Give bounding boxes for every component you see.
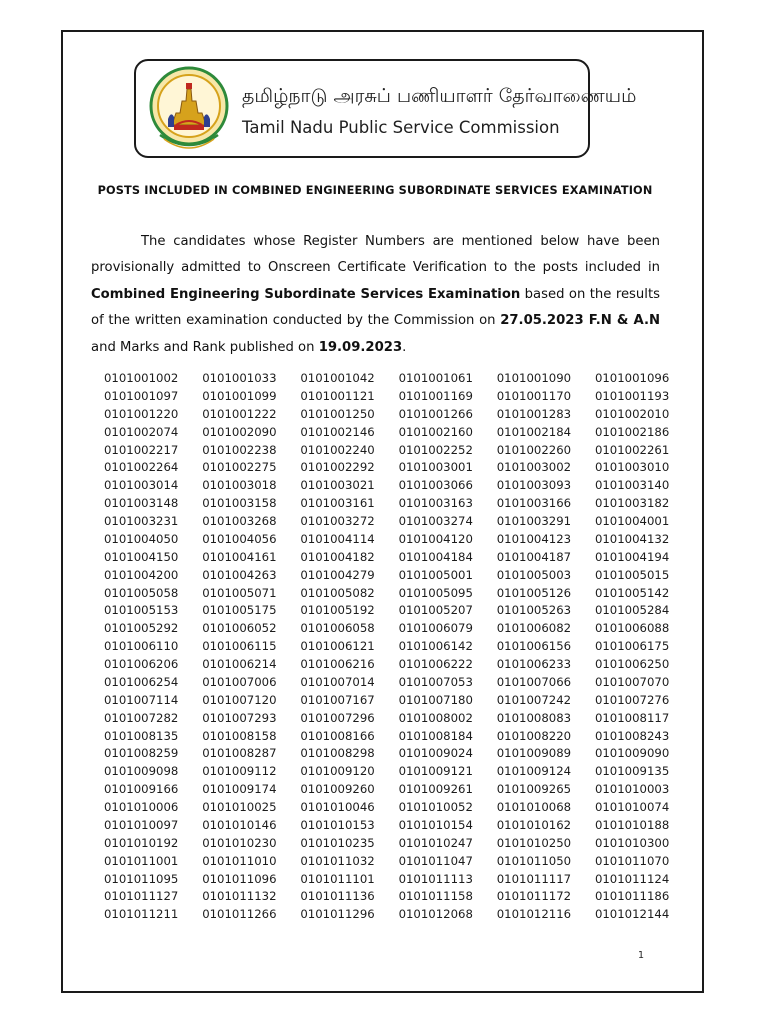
register-number: 0101005175 <box>202 603 277 618</box>
register-number: 0101008117 <box>594 710 670 725</box>
register-number: 0101004182 <box>300 549 375 564</box>
register-number: 0101006088 <box>594 621 670 636</box>
register-number: 0101005095 <box>398 585 473 600</box>
register-number: 0101006121 <box>300 639 375 654</box>
register-number: 0101010154 <box>398 817 473 832</box>
register-number: 0101006079 <box>398 621 473 636</box>
register-number: 0101011010 <box>202 853 277 868</box>
register-number: 0101003291 <box>496 514 572 528</box>
register-number: 0101011032 <box>300 853 375 868</box>
register-number: 0101007276 <box>594 692 670 707</box>
register-number: 0101011132 <box>202 889 277 904</box>
register-number: 0101007053 <box>398 674 473 689</box>
register-number: 0101011095 <box>104 871 179 886</box>
register-number: 0101001170 <box>496 388 572 403</box>
register-number: 0101005126 <box>496 585 572 600</box>
register-number: 0101007014 <box>300 674 375 689</box>
register-number: 0101003066 <box>398 478 473 493</box>
register-number: 0101011050 <box>496 853 572 868</box>
register-number: 0101009265 <box>496 782 572 797</box>
register-number: 0101005071 <box>202 585 277 600</box>
register-number: 0101006175 <box>594 639 670 654</box>
register-number: 0101002260 <box>496 442 572 457</box>
register-number: 0101003002 <box>496 460 572 475</box>
register-number: 0101007114 <box>104 692 179 707</box>
register-number: 0101003093 <box>496 478 572 493</box>
register-number: 0101002184 <box>496 424 572 439</box>
register-number: 0101010153 <box>300 817 375 832</box>
register-number: 0101008287 <box>202 746 277 761</box>
intro-text-1: The candidates whose Register Numbers are mentioned below have been provisionally admitted to Onscreen Certificate Verification to the posts included in <box>91 234 660 276</box>
register-number: 0101005142 <box>594 585 670 600</box>
register-number: 0101004123 <box>496 531 572 546</box>
register-number: 0101008184 <box>398 728 473 743</box>
register-number: 0101002261 <box>594 442 670 457</box>
register-number: 0101005015 <box>594 567 670 582</box>
register-number: 0101010188 <box>594 817 670 832</box>
register-number: 0101002217 <box>104 442 179 457</box>
register-number: 0101004001 <box>594 514 670 528</box>
register-number: 0101003274 <box>398 514 473 528</box>
page-number: 1 <box>638 950 645 961</box>
register-number: 0101008158 <box>202 728 277 743</box>
register-number: 0101008002 <box>398 710 473 725</box>
register-number: 0101005207 <box>398 603 473 618</box>
register-number: 0101005058 <box>104 585 179 600</box>
register-number: 0101007120 <box>202 692 277 707</box>
register-number: 0101011124 <box>594 871 670 886</box>
register-number: 0101005284 <box>594 603 670 618</box>
register-number: 0101011117 <box>496 871 572 886</box>
register-number: 0101009098 <box>104 764 179 779</box>
register-number: 0101011136 <box>300 889 375 904</box>
register-number: 0101010052 <box>398 800 473 814</box>
publish-date: 19.09.2023 <box>318 339 403 355</box>
register-number: 0101002160 <box>398 424 473 439</box>
register-number: 0101007242 <box>496 692 572 707</box>
register-number: 0101007167 <box>300 692 375 707</box>
register-number: 0101002090 <box>202 424 277 439</box>
register-number: 0101010192 <box>104 835 179 850</box>
register-number: 0101008135 <box>104 728 179 743</box>
register-number: 0101004050 <box>104 531 179 546</box>
register-number: 0101007293 <box>202 710 277 725</box>
register-number: 0101001096 <box>594 371 670 385</box>
register-number: 0101001266 <box>398 406 473 421</box>
register-number: 0101005192 <box>300 603 375 618</box>
register-number: 0101001121 <box>300 388 375 403</box>
register-number: 0101002264 <box>104 460 179 475</box>
register-number: 0101003148 <box>104 496 179 511</box>
register-number: 0101001250 <box>300 406 375 421</box>
register-number: 0101010250 <box>496 835 572 850</box>
register-number: 0101002238 <box>202 442 277 457</box>
letterhead <box>134 59 637 158</box>
register-number: 0101009261 <box>398 782 473 797</box>
register-number: 0101003001 <box>398 460 473 475</box>
register-number: 0101008243 <box>594 728 670 743</box>
register-number: 0101011101 <box>300 871 375 886</box>
register-number: 0101002146 <box>300 424 375 439</box>
exam-date: 27.05.2023 F.N & A.N <box>500 313 660 329</box>
register-number: 0101003021 <box>300 478 375 493</box>
register-number: 0101002186 <box>594 424 670 439</box>
register-number: 0101010006 <box>104 800 179 814</box>
register-number: 0101007180 <box>398 692 473 707</box>
register-number: 0101006052 <box>202 621 277 636</box>
register-number: 0101006216 <box>300 657 375 671</box>
org-name-english: Tamil Nadu Public Service Commission <box>242 118 560 137</box>
register-number: 0101009120 <box>300 764 375 779</box>
register-number: 0101004132 <box>594 531 670 546</box>
register-number: 0101012144 <box>594 907 670 922</box>
register-number: 0101006214 <box>202 657 277 671</box>
register-number: 0101004263 <box>202 567 277 582</box>
register-number: 0101010230 <box>202 835 277 850</box>
register-number: 0101006110 <box>104 639 179 654</box>
register-number: 0101001283 <box>496 406 572 421</box>
exam-name: Combined Engineering Subordinate Services Examination <box>91 286 521 302</box>
org-name-tamil: தமிழ்நாடு அரசுப் பணியாளர் தேர்வாணையம் <box>242 85 637 107</box>
register-number: 0101004120 <box>398 531 473 546</box>
register-number: 0101010146 <box>202 817 277 832</box>
register-number: 0101005082 <box>300 585 375 600</box>
register-number: 0101001169 <box>398 388 473 403</box>
register-number: 0101003268 <box>202 514 277 528</box>
register-number: 0101003182 <box>594 496 670 511</box>
register-number: 0101001090 <box>496 371 572 385</box>
register-number: 0101009121 <box>398 764 473 779</box>
register-number: 0101010068 <box>496 800 572 814</box>
register-number: 0101011172 <box>496 889 572 904</box>
register-number: 0101007282 <box>104 710 179 725</box>
register-number: 0101007066 <box>496 674 572 689</box>
register-number: 0101011296 <box>300 907 375 922</box>
register-number: 0101012068 <box>398 907 473 922</box>
register-number: 0101009260 <box>300 782 375 797</box>
register-number: 0101007006 <box>202 674 277 689</box>
register-number: 0101008220 <box>496 728 572 743</box>
register-number: 0101006233 <box>496 657 572 671</box>
register-number: 0101001097 <box>104 388 179 403</box>
tnpsc-emblem-icon <box>146 65 232 153</box>
register-number: 0101004194 <box>594 549 670 564</box>
register-number: 0101009090 <box>594 746 670 761</box>
register-number: 0101006250 <box>594 657 670 671</box>
register-number: 0101008298 <box>300 746 375 761</box>
register-number: 0101006206 <box>104 657 179 671</box>
register-number: 0101002252 <box>398 442 473 457</box>
register-number: 0101012116 <box>496 907 572 922</box>
register-number: 0101004279 <box>300 567 375 582</box>
register-number: 0101008166 <box>300 728 375 743</box>
register-number: 0101010097 <box>104 817 179 832</box>
register-number: 0101007296 <box>300 710 375 725</box>
register-number: 0101002292 <box>300 460 375 475</box>
register-number: 0101010235 <box>300 835 375 850</box>
register-number: 0101007070 <box>594 674 670 689</box>
register-number: 0101005292 <box>104 621 179 636</box>
register-number: 0101001002 <box>104 371 179 385</box>
register-number: 0101003158 <box>202 496 277 511</box>
register-number: 0101011047 <box>398 853 473 868</box>
register-number: 0101003018 <box>202 478 277 493</box>
register-number: 0101010300 <box>594 835 670 850</box>
register-number: 0101001061 <box>398 371 473 385</box>
register-number: 0101009024 <box>398 746 473 761</box>
register-number: 0101011096 <box>202 871 277 886</box>
register-number: 0101002010 <box>594 406 670 421</box>
register-number: 0101008083 <box>496 710 572 725</box>
intro-text-end: . <box>402 339 407 355</box>
register-number-grid <box>104 370 684 924</box>
register-number: 0101004161 <box>202 549 277 564</box>
register-number: 0101003161 <box>300 496 375 511</box>
register-number: 0101003010 <box>594 460 670 475</box>
register-number: 0101001099 <box>202 388 277 403</box>
register-number: 0101005003 <box>496 567 572 582</box>
register-number: 0101005263 <box>496 603 572 618</box>
register-number: 0101001193 <box>594 388 670 403</box>
register-number: 0101011127 <box>104 889 179 904</box>
register-number: 0101010247 <box>398 835 473 850</box>
register-number: 0101004056 <box>202 531 277 546</box>
register-number: 0101011070 <box>594 853 670 868</box>
register-number: 0101009124 <box>496 764 572 779</box>
register-number: 0101009166 <box>104 782 179 797</box>
document-title: POSTS INCLUDED IN COMBINED ENGINEERING SUBORDINATE SERVICES EXAMINATION <box>97 184 653 197</box>
register-number: 0101011158 <box>398 889 473 904</box>
register-number: 0101005153 <box>104 603 179 618</box>
register-number: 0101009174 <box>202 782 277 797</box>
register-number: 0101005001 <box>398 567 473 582</box>
register-number: 0101011001 <box>104 853 179 868</box>
register-number: 0101010074 <box>594 800 670 814</box>
register-number: 0101006082 <box>496 621 572 636</box>
register-number: 0101009089 <box>496 746 572 761</box>
register-number: 0101002074 <box>104 424 179 439</box>
register-number: 0101003166 <box>496 496 572 511</box>
register-number: 0101011266 <box>202 907 277 922</box>
register-number: 0101011186 <box>594 889 670 904</box>
register-number: 0101003140 <box>594 478 670 493</box>
register-number: 0101010162 <box>496 817 572 832</box>
register-number: 0101004187 <box>496 549 572 564</box>
register-number: 0101001222 <box>202 406 277 421</box>
register-number: 0101004150 <box>104 549 179 564</box>
register-number: 0101011113 <box>398 871 473 886</box>
register-number: 0101006058 <box>300 621 375 636</box>
register-number: 0101008259 <box>104 746 179 761</box>
register-number: 0101003163 <box>398 496 473 511</box>
register-number: 0101009112 <box>202 764 277 779</box>
register-number: 0101004200 <box>104 567 179 582</box>
register-number: 0101006254 <box>104 674 179 689</box>
intro-paragraph <box>91 229 660 361</box>
register-number: 0101003014 <box>104 478 179 493</box>
register-number: 0101010046 <box>300 800 375 814</box>
register-number: 0101004184 <box>398 549 473 564</box>
register-number: 0101003231 <box>104 514 179 528</box>
register-number: 0101011211 <box>104 907 179 922</box>
register-number: 0101006222 <box>398 657 473 671</box>
register-number: 0101001220 <box>104 406 179 421</box>
register-number: 0101010003 <box>594 782 670 797</box>
intro-text-2: based on the results of the written examination conducted by the Commission on <box>91 286 660 329</box>
register-number: 0101009135 <box>594 764 670 779</box>
register-number: 0101004114 <box>300 531 375 546</box>
register-number: 0101010025 <box>202 800 277 814</box>
intro-text-3: and Marks and Rank published on <box>91 339 319 355</box>
register-number: 0101006156 <box>496 639 572 654</box>
register-number: 0101006142 <box>398 639 473 654</box>
register-number: 0101002275 <box>202 460 277 475</box>
register-number: 0101002240 <box>300 442 375 457</box>
register-number: 0101006115 <box>202 639 277 654</box>
register-number: 0101001042 <box>300 371 375 385</box>
register-number: 0101003272 <box>300 514 375 528</box>
register-number: 0101001033 <box>202 371 277 385</box>
